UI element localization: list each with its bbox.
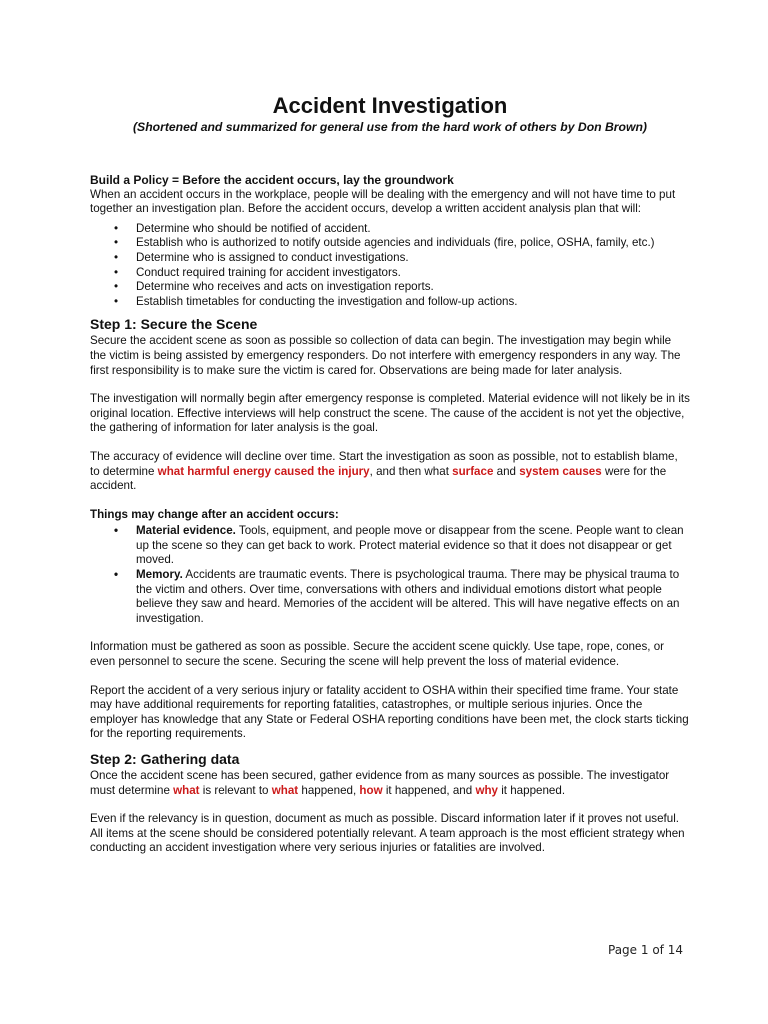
policy-intro: When an accident occurs in the workplace, people will be dealing with the emergency and will not have time to put together an investigation plan. Before the accident occurs, develop a written accident analysis plan that will: (90, 187, 676, 216)
changes-heading: Things may change after an accident occurs: (90, 507, 339, 521)
emphasis-what: what (271, 783, 299, 797)
step1-heading: Step 1: Secure the Scene (90, 316, 258, 333)
text-run: it happened. (498, 783, 566, 797)
emphasis-how: how (359, 783, 383, 797)
emphasis-harmful-energy: what harmful energy caused the injury (157, 464, 370, 478)
text-run: The accuracy of evidence will decline over time. Start the investigation as soon as possible, not to establish blame, to determine (90, 449, 678, 478)
policy-list-item: • Conduct required training for accident investigators. (90, 266, 690, 281)
step2-heading: Step 2: Gathering data (90, 751, 240, 767)
changes-item-text: Tools, equipment, and people move or disappear from the scene. People want to clean up the scene so they can get back to work. Protect material evidence so that it does not disappear or get moved. (136, 524, 684, 567)
page-content (90, 92, 690, 856)
text-run: and (493, 464, 520, 478)
changes-item-text: Accidents are traumatic events. There is psychological trauma. There may be physical trauma to the victim and others. Over time, conversations with others and individual emotions distort what people believe they saw and heard. Memories of the accident will be altered. This will have negative effects on an investigation. (136, 568, 680, 625)
text-run: is relevant to (199, 783, 272, 797)
emphasis-surface: surface (452, 464, 494, 478)
policy-list-item: • Determine who should be notified of accident. (90, 222, 690, 237)
changes-item-label: Memory. (136, 568, 183, 582)
document-title: Accident Investigation (272, 93, 508, 118)
text-run: happened, (298, 783, 360, 797)
emphasis-what: what (173, 783, 200, 797)
policy-heading: Build a Policy = Before the accident occurs, lay the groundwork (90, 173, 454, 187)
changes-list (90, 524, 690, 626)
step1-paragraph-4: Information must be gathered as soon as possible. Secure the accident scene quickly. Use tape, rope, cones, or even personnel to secure the scene. Securing the scene will help prevent the loss of material evidence. (90, 640, 664, 669)
text-run: were for the accident. (90, 464, 667, 493)
policy-list (90, 222, 690, 310)
changes-list-item (90, 524, 690, 568)
step2-paragraph-1 (90, 769, 690, 798)
policy-list-item: • Determine who receives and acts on investigation reports. (90, 280, 690, 295)
changes-list-item (90, 568, 690, 626)
text-run: it happened, and (382, 783, 476, 797)
emphasis-why: why (475, 783, 498, 797)
emphasis-system-causes: system causes (519, 464, 602, 478)
step2-paragraph-2: Even if the relevancy is in question, document as much as possible. Discard information later if it proves not useful. All items at the scene should be considered potentially relevant. A team approach is the most efficient strategy when conducting an accident investigation where very serious injuries or fatalities are involved. (90, 812, 685, 855)
text-run: Once the accident scene has been secured, gather evidence from as many sources as possible. The investigator must determine (90, 769, 670, 797)
step1-paragraph-2: The investigation will normally begin after emergency response is completed. Material evidence will not likely be in its original location. Effective interviews will help construct the scene. The cause of the accident is not yet the objective, the gathering of information for later analysis is the goal. (90, 392, 690, 435)
page-number: Page 1 of 14 (608, 943, 683, 957)
policy-list-item: • Establish who is authorized to notify outside agencies and individuals (fire, police, OSHA, family, etc.) (90, 236, 690, 251)
changes-item-label: Material evidence. (136, 524, 236, 538)
policy-list-item: • Establish timetables for conducting the investigation and follow-up actions. (90, 295, 690, 310)
policy-list-item: • Determine who is assigned to conduct investigations. (90, 251, 690, 266)
step1-paragraph-1: Secure the accident scene as soon as possible so collection of data can begin. The investigation may begin while the victim is being assisted by emergency responders. Do not interfere with emergency responders in any way. The first responsibility is to make sure the victim is cared for. Observations are being made for later analysis. (90, 334, 681, 377)
step1-paragraph-3 (90, 450, 690, 494)
step1-paragraph-5: Report the accident of a very serious injury or fatality accident to OSHA within their specified time frame. Your state may have additional requirements for reporting fatalities, catastrophes, or multiple serious injuries. Once the employer has knowledge that any State or Federal OSHA reporting conditions have been met, the clock starts ticking for the reporting requirements. (90, 683, 689, 741)
document-subtitle: (Shortened and summarized for general use from the hard work of others by Don Brown) (133, 120, 647, 134)
text-run: , and then what (369, 464, 453, 478)
